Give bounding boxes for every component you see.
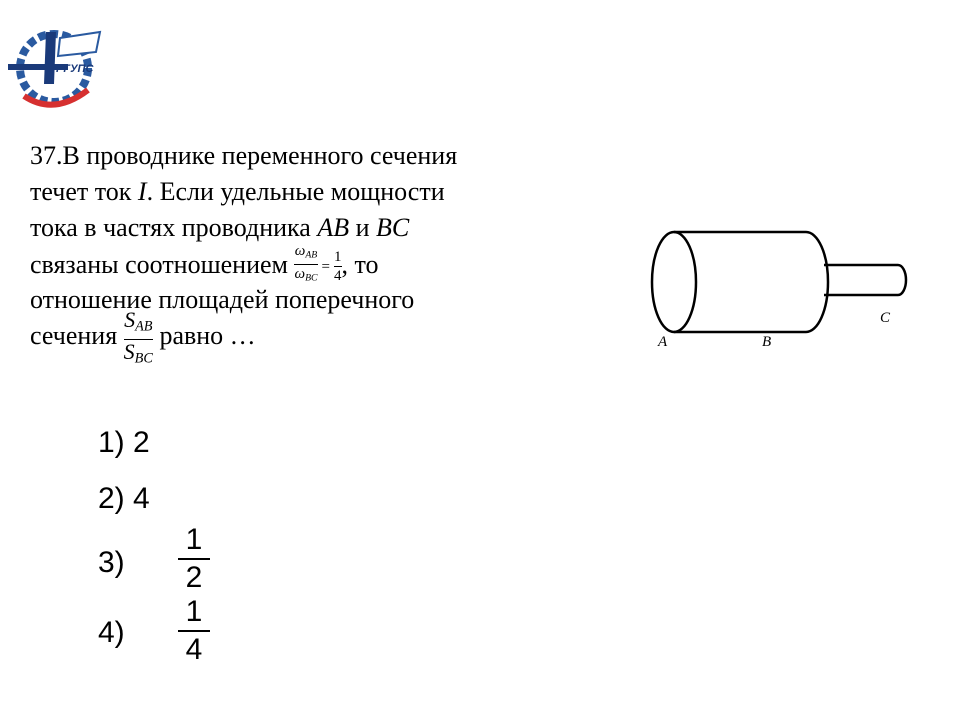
omega-symbol: ω: [294, 243, 306, 259]
answer-label: 1) 2: [98, 426, 150, 459]
equals-sign: =: [321, 258, 331, 275]
area-symbol: S: [123, 338, 135, 364]
answer-option-2[interactable]: [98, 482, 150, 516]
thick-section-end: [652, 232, 696, 332]
text-segment: . Если удельные мощности: [146, 177, 445, 206]
question-line-5: отношение площадей поперечного: [30, 285, 415, 314]
question-line-4: [30, 243, 590, 285]
ratio-value-fraction: [334, 248, 342, 285]
subscript-ab: AB: [135, 318, 153, 335]
area-ratio-fraction: [124, 308, 153, 370]
fraction-numerator: 1: [334, 249, 342, 266]
power-ratio-fraction: [294, 242, 317, 288]
subscript-bc: BC: [134, 350, 153, 367]
label-c: C: [880, 310, 891, 326]
text-segment: и: [349, 213, 376, 242]
question-line-3: [30, 210, 590, 246]
text-segment: течет ток: [30, 177, 138, 206]
conductor-figure: [640, 220, 920, 360]
text-segment: связаны соотношением: [30, 249, 295, 279]
text-segment: равно …: [152, 321, 256, 350]
text-segment: тока в частях проводника: [30, 213, 318, 242]
logo-text: РГУПС: [56, 63, 94, 75]
fraction-denominator: 4: [334, 268, 342, 285]
text-segment: сечения: [30, 321, 124, 350]
fraction-denominator: 4: [185, 633, 203, 666]
answer-label: 2) 4: [98, 482, 150, 515]
answer-fraction: [178, 524, 210, 594]
label-a: A: [658, 334, 668, 350]
logo-rail: [44, 32, 56, 84]
university-logo: [4, 24, 108, 110]
question-line-6: [30, 307, 590, 367]
thin-section-body: [824, 265, 906, 295]
subscript-bc: BC: [305, 272, 318, 284]
answer-option-4[interactable]: [98, 595, 203, 666]
label-b: B: [762, 334, 772, 350]
answer-label: 3): [98, 546, 125, 579]
segment-ab: AB: [317, 213, 350, 242]
text-segment: , то: [341, 249, 379, 279]
question-text: [30, 138, 590, 367]
answer-fraction: [178, 596, 210, 666]
answer-option-3[interactable]: [98, 523, 203, 594]
current-variable: I: [137, 177, 147, 206]
fraction-numerator: 1: [185, 595, 203, 628]
omega-symbol: ω: [294, 266, 306, 283]
area-symbol: S: [124, 307, 136, 332]
answer-label: 4): [98, 616, 125, 649]
answer-option-1[interactable]: [98, 426, 150, 460]
question-line-1: 37.В проводнике переменного сечения: [30, 141, 458, 170]
fraction-numerator: 1: [185, 523, 203, 556]
segment-bc: BC: [376, 213, 410, 242]
fraction-denominator: 2: [185, 561, 203, 594]
subscript-ab: AB: [305, 249, 318, 261]
question-line-2: [30, 174, 590, 210]
